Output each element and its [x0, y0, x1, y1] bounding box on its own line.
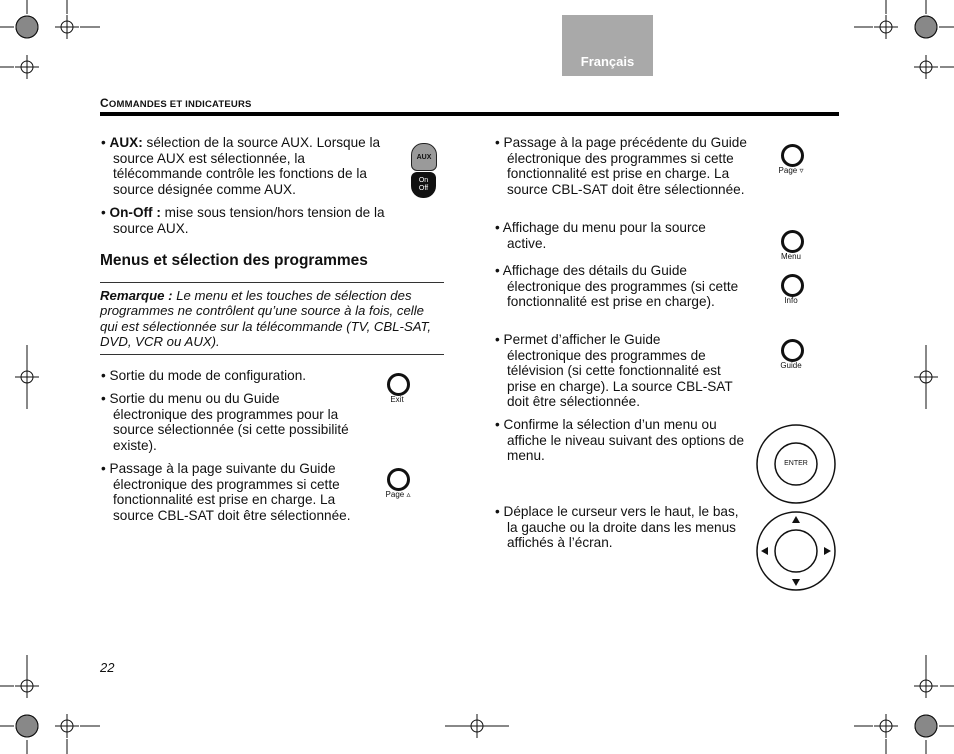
exit-label: Exit [390, 395, 404, 404]
page-up-label: Page ▵ [385, 490, 411, 499]
on-off-button: On Off [411, 172, 436, 198]
menu-button-icon [781, 230, 804, 253]
page-down-bullet: • Passage à la page précédente du Guide électronique des programmes si cette fonctionnalité est prise en charge. La source CBL-SAT doit être sélectionnée. [495, 135, 747, 197]
corner-mark-bottom-left [16, 715, 38, 737]
menu-bullet: • Affichage du menu pour la source active. [495, 220, 706, 251]
enter-bullet: • Confirme la sélection d’un menu ou affiche le niveau suivant des options de menu. [495, 417, 745, 463]
corner-mark-bottom-right [915, 715, 937, 737]
corner-mark-top-left [16, 16, 38, 38]
guide-label: Guide [780, 361, 802, 370]
section-title: COMMANDES ET INDICATEURS [100, 96, 252, 110]
exit-bullet: • Sortie du mode de configuration. [101, 368, 307, 383]
menu-exit-bullet: • Sortie du menu ou du Guide électronique des programmes pour la source sélectionnée (si cette possibilité existe). [101, 391, 349, 453]
aux-button: AUX [411, 143, 437, 171]
page-up-button-icon [387, 468, 410, 491]
menu-label: Menu [780, 252, 801, 261]
onoff-bullet: • On-Off : mise sous tension/hors tension de la source AUX. [101, 205, 385, 236]
remark-bottom-rule [100, 354, 444, 355]
info-button-icon [781, 274, 804, 297]
language-tab: Français [562, 15, 653, 76]
page-number: 22 [100, 660, 115, 675]
guide-button-icon [781, 339, 804, 362]
remark-top-rule [100, 282, 444, 283]
header-rule [100, 112, 839, 116]
page-down-button-icon [781, 144, 804, 167]
page-up-bullet: • Passage à la page suivante du Guide électronique des programmes si cette fonctionnalité est prise en charge. La source CBL-SAT doit être sélectionnée. [101, 461, 351, 523]
info-label: Info [784, 296, 798, 305]
info-bullet: • Affichage des détails du Guide électronique des programmes (si cette fonctionnalité est prise en charge). [495, 263, 739, 309]
aux-bullet: • AUX: sélection de la source AUX. Lorsque la source AUX est sélectionnée, la télécommande contrôle les fonctions de la source désignée comme AUX. [101, 135, 381, 197]
navigation-pad-icon [754, 510, 838, 594]
guide-bullet: • Permet d’afficher le Guide électronique des programmes de télévision (si cette fonctionnalité est prise en charge). La source CBL-SAT doit être sélectionnée. [495, 332, 733, 409]
page-down-label: Page ▿ [778, 166, 804, 175]
enter-label: ENTER [784, 460, 808, 467]
corner-mark-top-right [915, 16, 937, 38]
exit-button-icon [387, 373, 410, 396]
section-heading: Menus et sélection des programmes [100, 252, 368, 269]
remark-note: Remarque : Le menu et les touches de sélection des programmes ne contrôlent qu’une source à la fois, celle qui est sélectionnée sur la télécommande (TV, CBL-SAT, DVD, VCR ou AUX). [100, 288, 432, 350]
cursor-bullet: • Déplace le curseur vers le haut, le bas, la gauche ou la droite dans les menus affichés à l’écran. [495, 504, 739, 550]
